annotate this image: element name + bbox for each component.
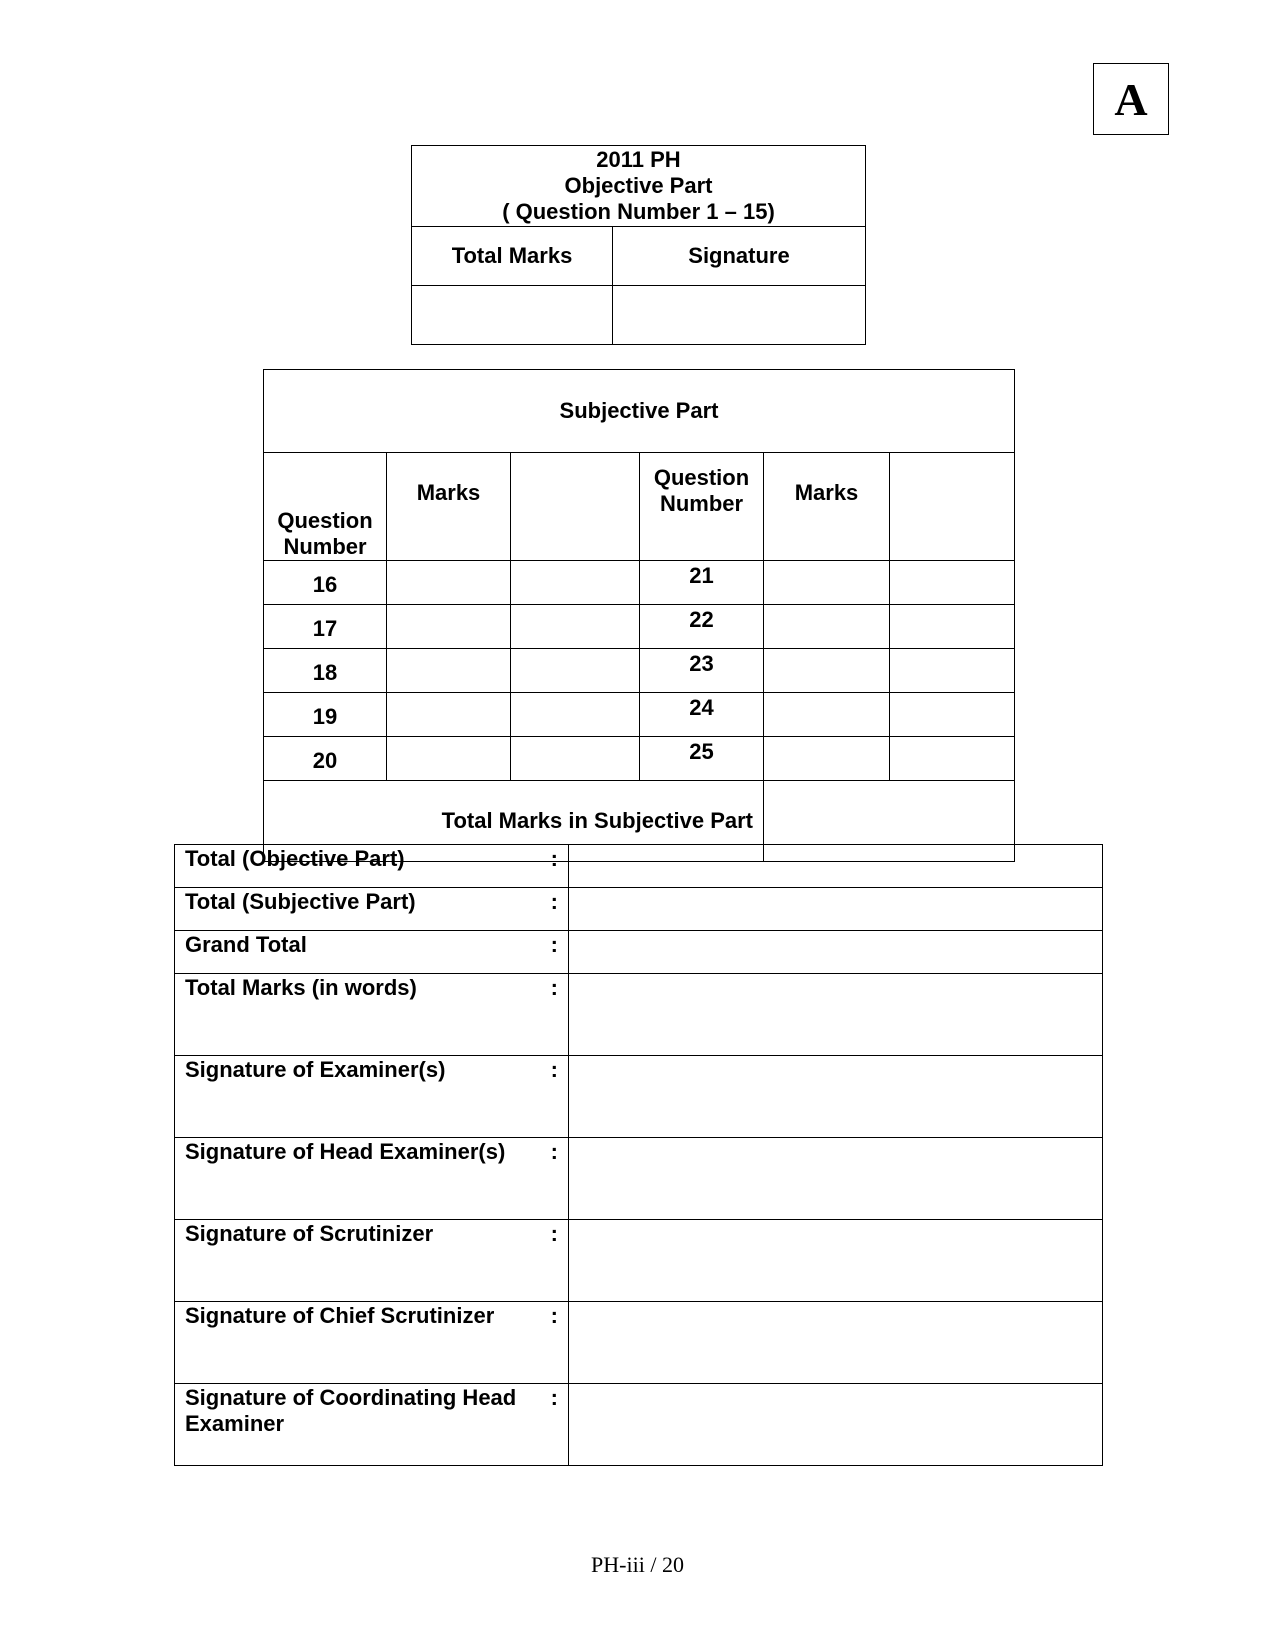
- table-row: [264, 737, 1015, 781]
- question-number-header-left: Question Number: [264, 453, 387, 561]
- question-number: 18: [264, 649, 387, 693]
- summary-value-field[interactable]: [569, 1384, 1103, 1466]
- summary-row: [175, 1138, 1103, 1220]
- summary-label: Signature of Examiner(s) :: [175, 1056, 569, 1138]
- objective-title: Objective Part: [564, 173, 713, 198]
- summary-value-field[interactable]: [569, 1220, 1103, 1302]
- marks-header-left: Marks: [387, 453, 511, 561]
- summary-label: Total (Objective Part) :: [175, 845, 569, 888]
- marks-field[interactable]: [387, 605, 511, 649]
- page-footer: PH-iii / 20: [591, 1552, 684, 1577]
- table-row: [264, 649, 1015, 693]
- question-number: 16: [264, 561, 387, 605]
- summary-value-field[interactable]: [569, 1138, 1103, 1220]
- set-label-box: [1093, 63, 1169, 135]
- set-label: A: [1114, 73, 1148, 125]
- blank-field[interactable]: [511, 737, 640, 781]
- summary-value-field[interactable]: [569, 974, 1103, 1056]
- objective-total-marks-field[interactable]: [412, 286, 613, 345]
- summary-row: [175, 974, 1103, 1056]
- objective-title-year: 2011 PH: [596, 147, 681, 172]
- summary-value-field[interactable]: [569, 1056, 1103, 1138]
- summary-label: Signature of Chief Scrutinizer :: [175, 1302, 569, 1384]
- table-row: [264, 605, 1015, 649]
- marks-field[interactable]: [387, 561, 511, 605]
- marks-header-right: Marks: [764, 453, 890, 561]
- summary-row: [175, 1056, 1103, 1138]
- marks-field[interactable]: [387, 737, 511, 781]
- summary-row: [175, 1384, 1103, 1466]
- question-number: 20: [264, 737, 387, 781]
- blank-field[interactable]: [890, 737, 1015, 781]
- blank-field[interactable]: [511, 605, 640, 649]
- question-number: 22: [640, 605, 764, 649]
- summary-label: Total (Subjective Part) :: [175, 888, 569, 931]
- marks-field[interactable]: [387, 693, 511, 737]
- blank-header-left: [511, 453, 640, 561]
- objective-signature-label: Signature: [613, 227, 866, 286]
- question-number: 19: [264, 693, 387, 737]
- marks-field[interactable]: [764, 561, 890, 605]
- summary-value-field[interactable]: [569, 845, 1103, 888]
- summary-row: [175, 1302, 1103, 1384]
- blank-header-right: [890, 453, 1015, 561]
- objective-question-range: ( Question Number 1 – 15): [502, 199, 775, 224]
- summary-label: Signature of Head Examiner(s) :: [175, 1138, 569, 1220]
- question-number-header-right: Question Number: [640, 453, 764, 561]
- summary-label: Grand Total :: [175, 931, 569, 974]
- objective-part-table: [411, 145, 866, 345]
- objective-header: [412, 146, 866, 227]
- blank-field[interactable]: [511, 693, 640, 737]
- marks-field[interactable]: [764, 693, 890, 737]
- marks-field[interactable]: [387, 649, 511, 693]
- blank-field[interactable]: [890, 605, 1015, 649]
- objective-total-marks-label: Total Marks: [412, 227, 613, 286]
- summary-row: [175, 888, 1103, 931]
- table-row: [264, 561, 1015, 605]
- summary-row: [175, 1220, 1103, 1302]
- summary-value-field[interactable]: [569, 1302, 1103, 1384]
- summary-label: Signature of Coordinating Head Examiner :: [175, 1384, 569, 1466]
- objective-signature-field[interactable]: [613, 286, 866, 345]
- marks-field[interactable]: [764, 737, 890, 781]
- table-row: [264, 693, 1015, 737]
- marks-field[interactable]: [764, 605, 890, 649]
- summary-value-field[interactable]: [569, 931, 1103, 974]
- summary-value-field[interactable]: [569, 888, 1103, 931]
- blank-field[interactable]: [890, 649, 1015, 693]
- summary-label: Total Marks (in words) :: [175, 974, 569, 1056]
- question-number: 25: [640, 737, 764, 781]
- summary-label: Signature of Scrutinizer :: [175, 1220, 569, 1302]
- blank-field[interactable]: [890, 693, 1015, 737]
- blank-field[interactable]: [511, 649, 640, 693]
- subjective-total-label: Total Marks in Subjective Part: [264, 781, 764, 862]
- blank-field[interactable]: [511, 561, 640, 605]
- subjective-part-table: [263, 369, 1015, 862]
- question-number: 17: [264, 605, 387, 649]
- summary-row: [175, 845, 1103, 888]
- question-number: 23: [640, 649, 764, 693]
- blank-field[interactable]: [890, 561, 1015, 605]
- question-number: 24: [640, 693, 764, 737]
- question-number: 21: [640, 561, 764, 605]
- marks-field[interactable]: [764, 649, 890, 693]
- subjective-title: Subjective Part: [264, 370, 1015, 453]
- summary-row: [175, 931, 1103, 974]
- summary-table: [174, 844, 1103, 1466]
